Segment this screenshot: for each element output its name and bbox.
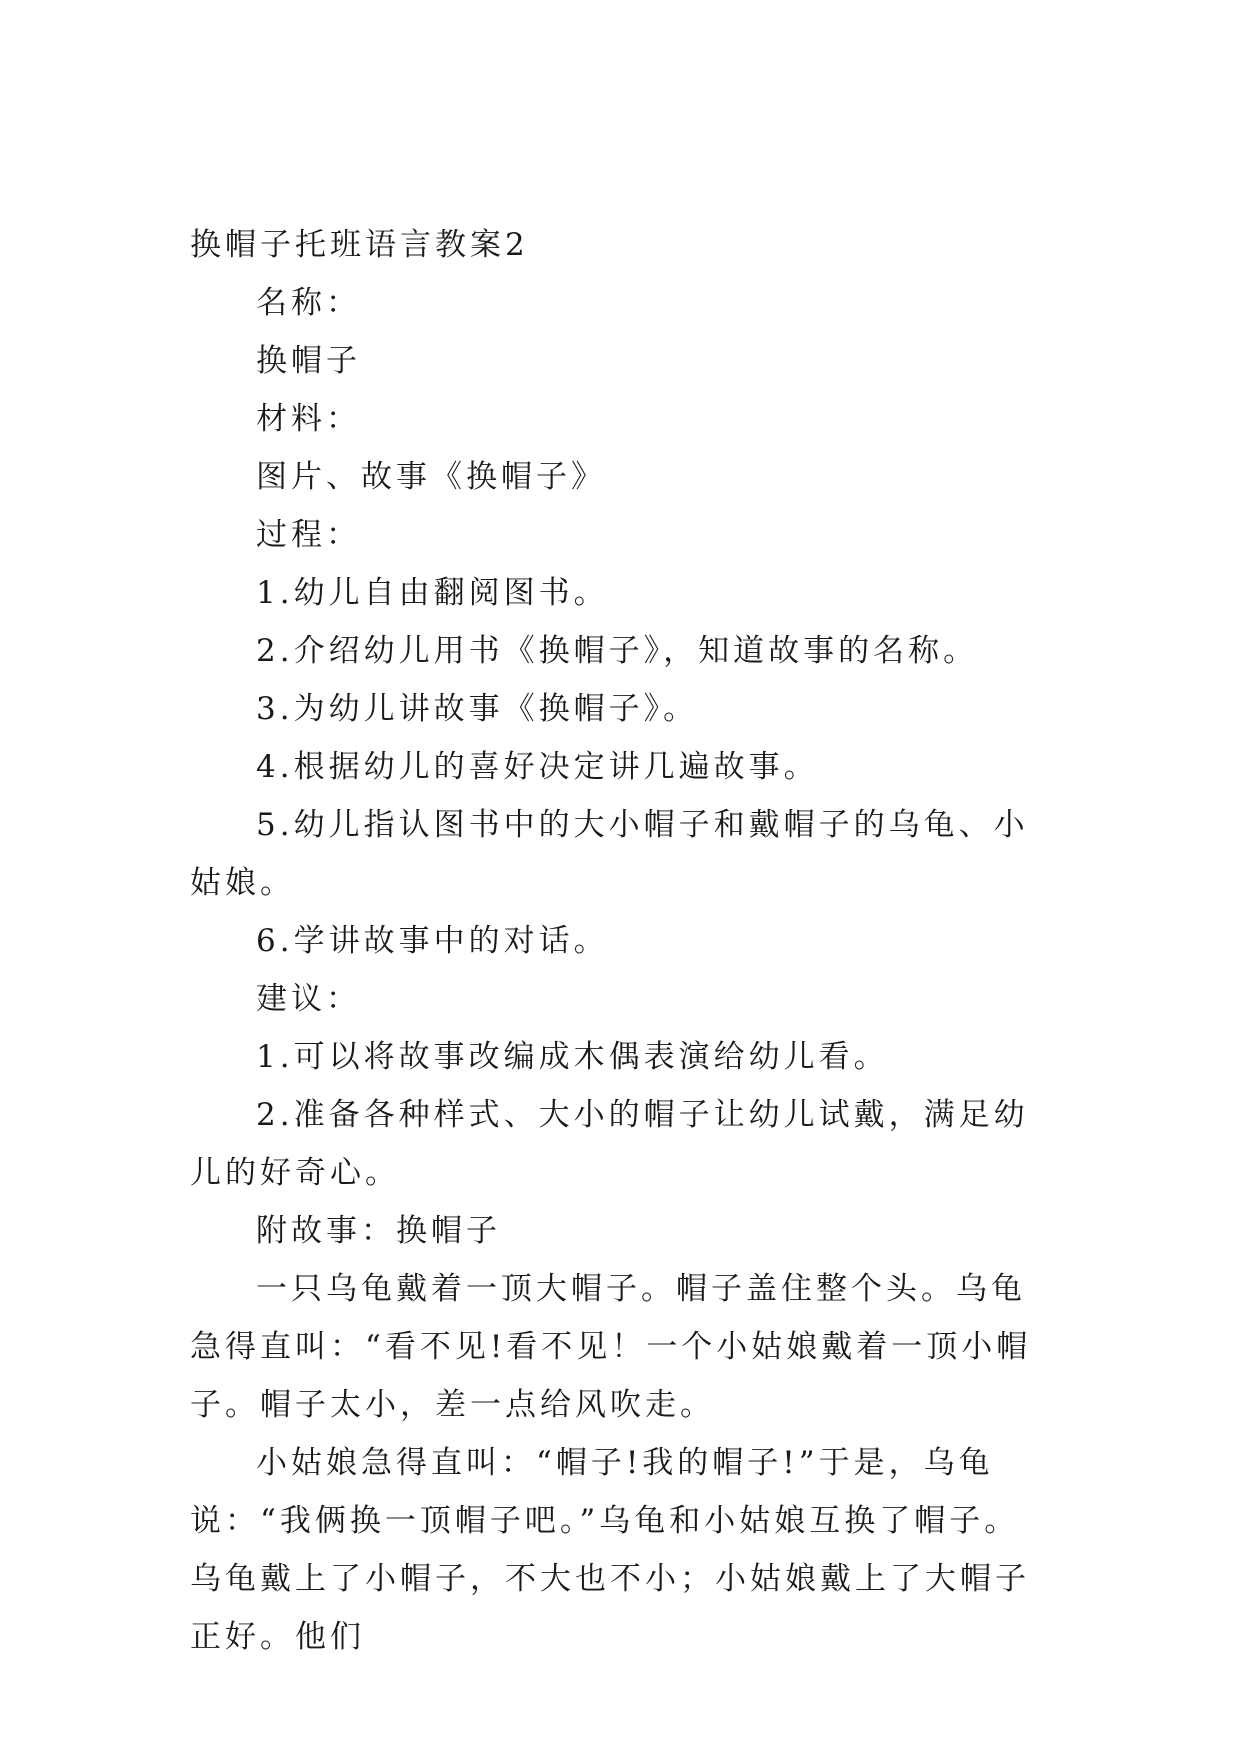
name-value: 换帽子 [256,343,361,379]
story-paragraph: 小姑娘急得直叫：“帽子!我的帽子!”于是，乌龟说：“我俩换一顶帽子吧。”乌龟和小姑娘互换了帽子。乌龟戴上了小帽子，不大也不小；小姑娘戴上了大帽子正好。他们 [190,1445,1030,1655]
process-step: 6.学讲故事中的对话。 [256,923,609,959]
section-label-suggestions: 建议： [256,981,361,1017]
process-step: 3.为幼儿讲故事《换帽子》。 [256,691,699,727]
suggestion-item: 2.准备各种样式、大小的帽子让幼儿试戴，满足幼儿的好奇心。 [190,1097,1029,1191]
section-label-process: 过程： [256,517,361,553]
process-step: 2.介绍幼儿用书《换帽子》，知道故事的名称。 [256,633,979,669]
section-label-materials: 材料： [256,401,361,437]
story-paragraph: 一只乌龟戴着一顶大帽子。帽子盖住整个头。乌龟急得直叫：“看不见!看不见！一个小姑娘戴着一顶小帽子。帽子太小，差一点给风吹走。 [190,1271,1032,1423]
process-step: 1.幼儿自由翻阅图书。 [256,575,609,611]
process-step: 5.幼儿指认图书中的大小帽子和戴帽子的乌龟、小姑娘。 [190,807,1029,901]
story-heading: 附故事：换帽子 [256,1213,501,1249]
document-body [190,216,1052,1666]
suggestion-item: 1.可以将故事改编成木偶表演给幼儿看。 [256,1039,889,1075]
process-step: 4.根据幼儿的喜好决定讲几遍故事。 [256,749,819,785]
materials-value: 图片、故事《换帽子》 [256,459,606,495]
section-label-name: 名称： [256,285,361,321]
document-title: 换帽子托班语言教案2 [190,227,529,263]
